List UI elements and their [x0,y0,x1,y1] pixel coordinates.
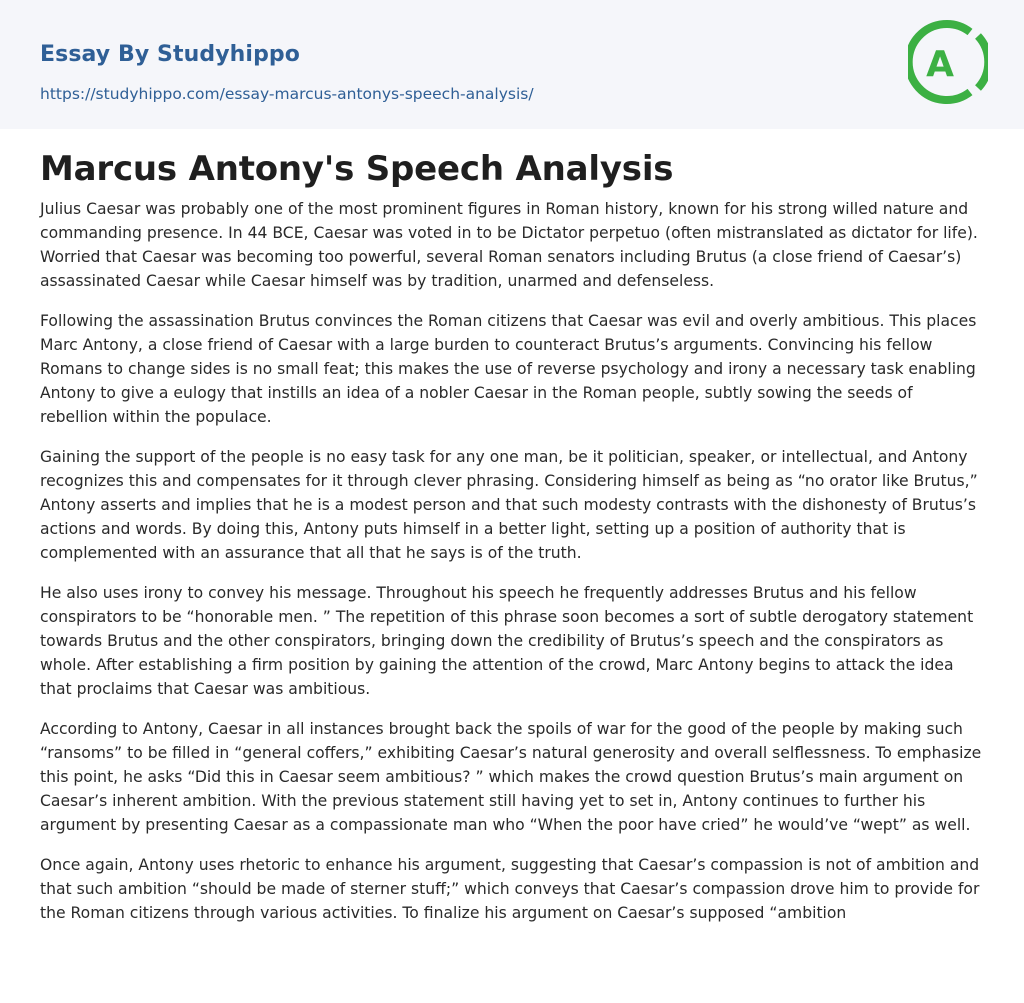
paragraph: Following the assassination Brutus convinces the Roman citizens that Caesar was evil and overly ambitious. This places Marc Antony, a close friend of Caesar with a large burden to counteract Brutus’s arguments. Convincing his fellow Romans to change sides is no small feat; this makes the use of reverse psychology and irony a necessary task enabling Antony to give a eulogy that instills an idea of a nobler Caesar in the Roman people, subtly sowing the seeds of rebellion within the populace. [40,312,977,426]
page-title: Marcus Antony's Speech Analysis [40,149,674,189]
paragraph: Gaining the support of the people is no easy task for any one man, be it politician, speaker, or intellectual, and Antony recognizes this and compensates for it through clever phrasing. Considering himself as being as “no orator like Brutus,” Antony asserts and implies that he is a modest person and that such modesty contrasts with the dishonesty of Brutus’s actions and words. By doing this, Antony puts himself in a better light, setting up a position of authority that is complemented with an assurance that all that he says is of the truth. [40,448,978,562]
article-content [0,147,1024,925]
paragraph: Julius Caesar was probably one of the most prominent figures in Roman history, known for his strong willed nature and commanding presence. In 44 BCE, Caesar was voted in to be Dictator perpetuo (often mistranslated as dictator for life). Worried that Caesar was becoming too powerful, several Roman senators including Brutus (a close friend of Caesar’s) assassinated Caesar while Caesar himself was by tradition, unarmed and defenseless. [40,200,978,290]
paragraph: He also uses irony to convey his message. Throughout his speech he frequently addresses Brutus and his fellow conspirators to be “honorable men. ” The repetition of this phrase soon becomes a sort of subtle derogatory statement towards Brutus and the other conspirators, bringing down the credibility of Brutus’s speech and the conspirators as whole. After establishing a firm position by gaining the attention of the crowd, Marc Antony begins to attack the idea that proclaims that Caesar was ambitious. [40,584,974,698]
logo-icon[interactable] [908,18,988,106]
paragraph: Once again, Antony uses rhetoric to enhance his argument, suggesting that Caesar’s compassion is not of ambition and that such ambition “should be made of sterner stuff;” which conveys that Caesar’s compassion drove him to provide for the Roman citizens through various activities. To finalize his argument on Caesar’s supposed “ambition [40,856,980,922]
site-header [0,0,1024,129]
logo-letter: A [926,44,954,85]
article-url-link[interactable]: https://studyhippo.com/essay-marcus-antonys-speech-analysis/ [40,85,534,103]
site-brand[interactable]: Essay By Studyhippo [40,42,300,67]
paragraph: According to Antony, Caesar in all instances brought back the spoils of war for the good of the people by making such “ransoms” to be filled in “general coffers,” exhibiting Caesar’s natural generosity and overall selflessness. To emphasize this point, he asks “Did this in Caesar seem ambitious? ” which makes the crowd question Brutus’s main argument on Caesar’s inherent ambition. With the previous statement still having yet to set in, Antony continues to further his argument by presenting Caesar as a compassionate man who “When the poor have cried” he would’ve “wept” as well. [40,720,982,834]
